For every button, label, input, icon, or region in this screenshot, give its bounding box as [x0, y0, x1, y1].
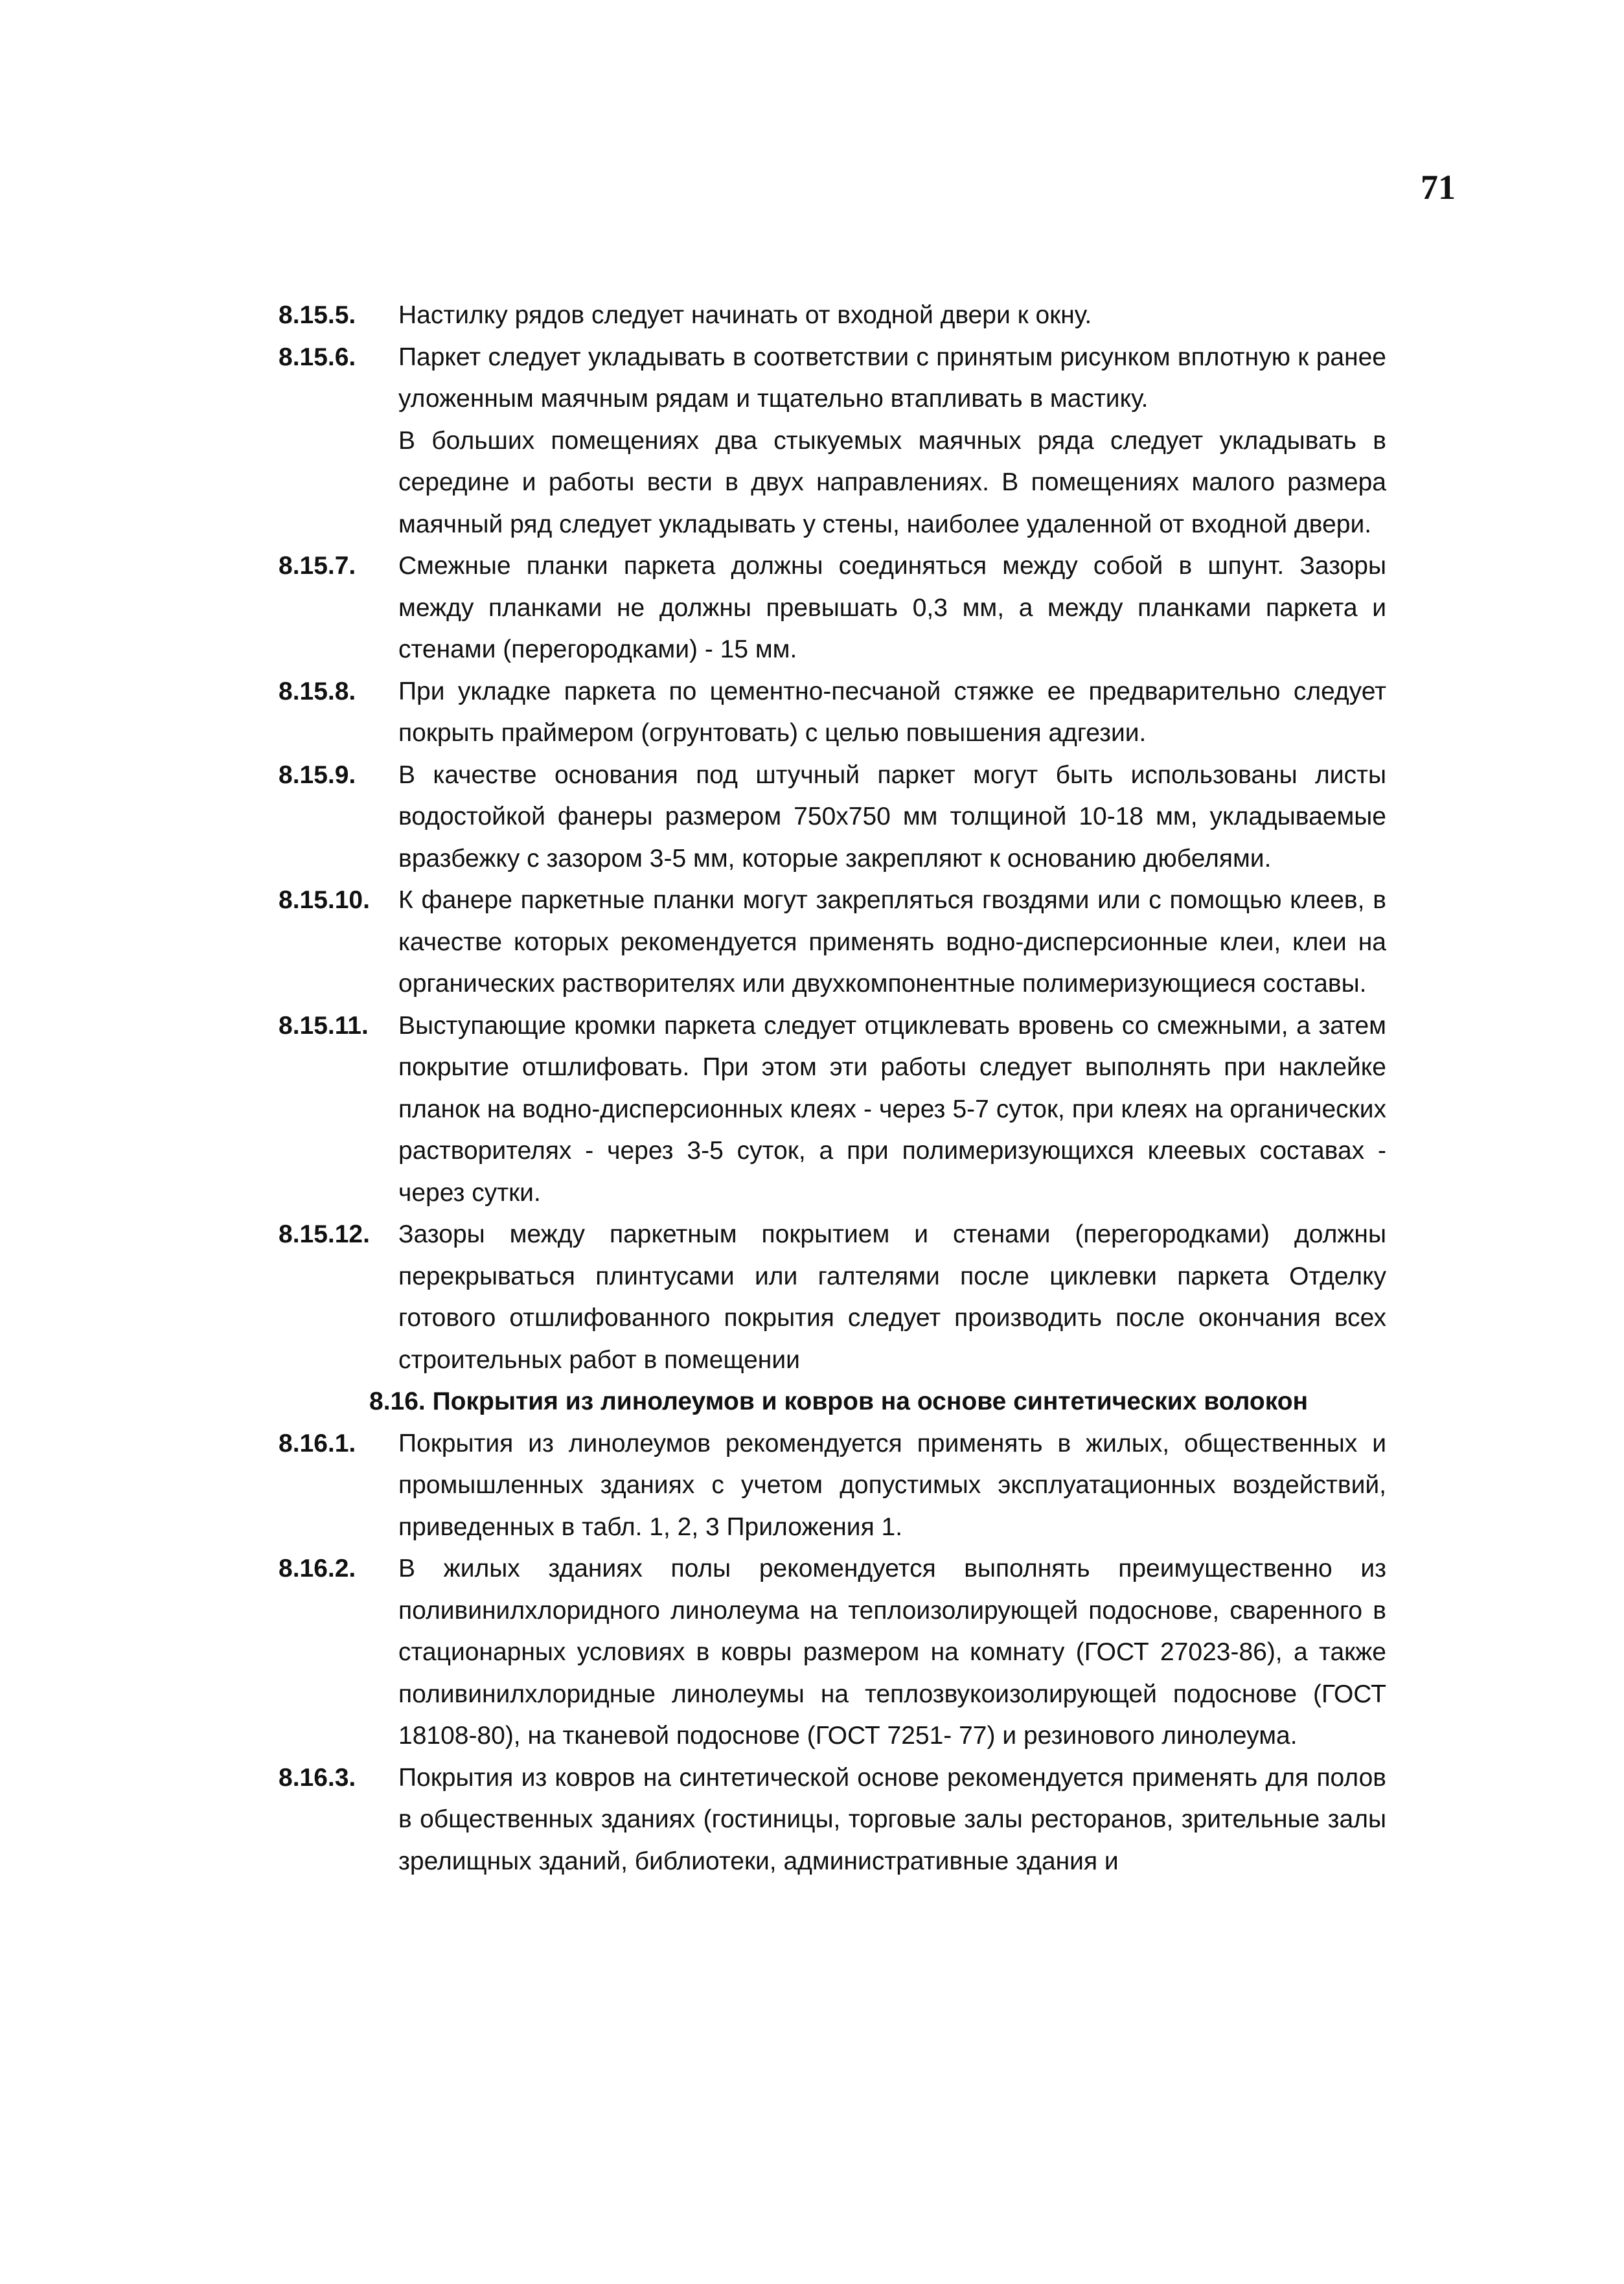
clause-paragraph: Зазоры между паркетным покрытием и стенами (перегородками) должны перекрываться плинтусами или галтелями после циклевки паркета Отделку готового отшлифованного покрытия следует производить после окончания всех строительных работ в помещении — [398, 1220, 1386, 1374]
clause-number: 8.15.9. — [279, 760, 356, 789]
clause — [279, 1548, 1386, 1757]
clause-number: 8.15.8. — [279, 677, 356, 705]
clause — [279, 1005, 1386, 1215]
clauses-8-15 — [279, 295, 1386, 1381]
clause — [279, 755, 1386, 880]
clause-paragraph: Паркет следует укладывать в соответствии с принятым рисунком вплотную к ранее уложенным маячным рядам и тщательно втапливать в мастику. — [398, 343, 1386, 413]
clause — [279, 1757, 1386, 1883]
clause-paragraph: Смежные планки паркета должны соединяться между собой в шпунт. Зазоры между планками не должны превышать 0,3 мм, а между планками паркета и стенами (перегородками) - 15 мм. — [398, 552, 1386, 663]
clause-text — [398, 1548, 1386, 1757]
clause-number: 8.15.12. — [279, 1220, 370, 1248]
clause-text — [398, 880, 1386, 1005]
clause-number: 8.15.10. — [279, 886, 370, 914]
clause-text — [398, 1214, 1386, 1381]
clause-text — [398, 1005, 1386, 1215]
clauses-8-16 — [279, 1423, 1386, 1883]
clause-paragraph: К фанере паркетные планки могут закрепляться гвоздями или с помощью клеев, в качестве которых рекомендуется применять водно-дисперсионные клеи, клеи на органических растворителях или двухкомпонентные полимеризующиеся составы. — [398, 886, 1386, 998]
clause-paragraph: При укладке паркета по цементно-песчаной стяжке ее предварительно следует покрыть праймером (огрунтовать) с целью повышения адгезии. — [398, 677, 1386, 747]
clause — [279, 1214, 1386, 1381]
clause — [279, 545, 1386, 671]
clause-number: 8.16.2. — [279, 1555, 356, 1582]
clause-paragraph: Выступающие кромки паркета следует отциклевать вровень со смежными, а затем покрытие отшлифовать. При этом эти работы следует выполнять при наклейке планок на водно-дисперсионных клеях - через 5-7 суток, при клеях на органических растворителях - через 3-5 суток, а при полимеризующихся клеевых составах - через сутки. — [398, 1011, 1386, 1207]
clause-paragraph: В качестве основания под штучный паркет могут быть использованы листы водостойкой фанеры размером 750х750 мм толщиной 10-18 мм, укладываемые вразбежку с зазором 3-5 мм, которые закрепляют к основанию дюбелями. — [398, 760, 1386, 873]
clause-number: 8.16.1. — [279, 1429, 356, 1457]
clause-text — [398, 337, 1386, 546]
clause — [279, 295, 1386, 337]
clause-paragraph: Покрытия из ковров на синтетической основе рекомендуется применять для полов в общественных зданиях (гостиницы, торговые залы ресторанов, зрительные залы зрелищных зданий, библиотеки, административные здания и — [398, 1763, 1386, 1875]
clause-number: 8.15.5. — [279, 301, 356, 329]
clause-number: 8.15.11. — [279, 1011, 369, 1040]
section-heading: 8.16. Покрытия из линолеумов и ковров на основе синтетических волокон — [369, 1388, 1309, 1415]
clause-number: 8.15.6. — [279, 343, 356, 371]
clause-paragraph: Настилку рядов следует начинать от входной двери к окну. — [398, 301, 1092, 329]
clause-text — [398, 1423, 1386, 1549]
clause-text — [398, 671, 1386, 755]
page-content — [279, 295, 1386, 1882]
clause-paragraph: В жилых зданиях полы рекомендуется выполнять преимущественно из поливинилхлоридного линолеума на теплоизолирующей подоснове, сваренного в стационарных условиях в ковры размером на комнату (ГОСТ 27023-86), а также поливинилхлоридные линолеумы на теплозвукоизолирующей подоснове (ГОСТ 18108-80), на тканевой подоснове (ГОСТ 7251- 77) и резинового линолеума. — [398, 1555, 1386, 1750]
clause — [279, 671, 1386, 755]
clause-text — [398, 755, 1386, 880]
clause — [279, 1423, 1386, 1549]
page-number: 71 — [1421, 168, 1456, 207]
clause — [279, 337, 1386, 546]
clause-number: 8.15.7. — [279, 552, 356, 580]
clause-number: 8.16.3. — [279, 1763, 356, 1792]
clause-paragraph: В больших помещениях два стыкуемых маячных ряда следует укладывать в середине и работы вести в двух направлениях. В помещениях малого размера маячный ряд следует укладывать у стены, наиболее удаленной от входной двери. — [398, 426, 1386, 538]
clause-text — [398, 545, 1386, 671]
clause — [279, 880, 1386, 1005]
clause-text — [398, 1757, 1386, 1883]
clause-paragraph: Покрытия из линолеумов рекомендуется применять в жилых, общественных и промышленных зданиях с учетом допустимых эксплуатационных воздействий, приведенных в табл. 1, 2, 3 Приложения 1. — [398, 1429, 1386, 1541]
clause-text — [398, 295, 1386, 337]
